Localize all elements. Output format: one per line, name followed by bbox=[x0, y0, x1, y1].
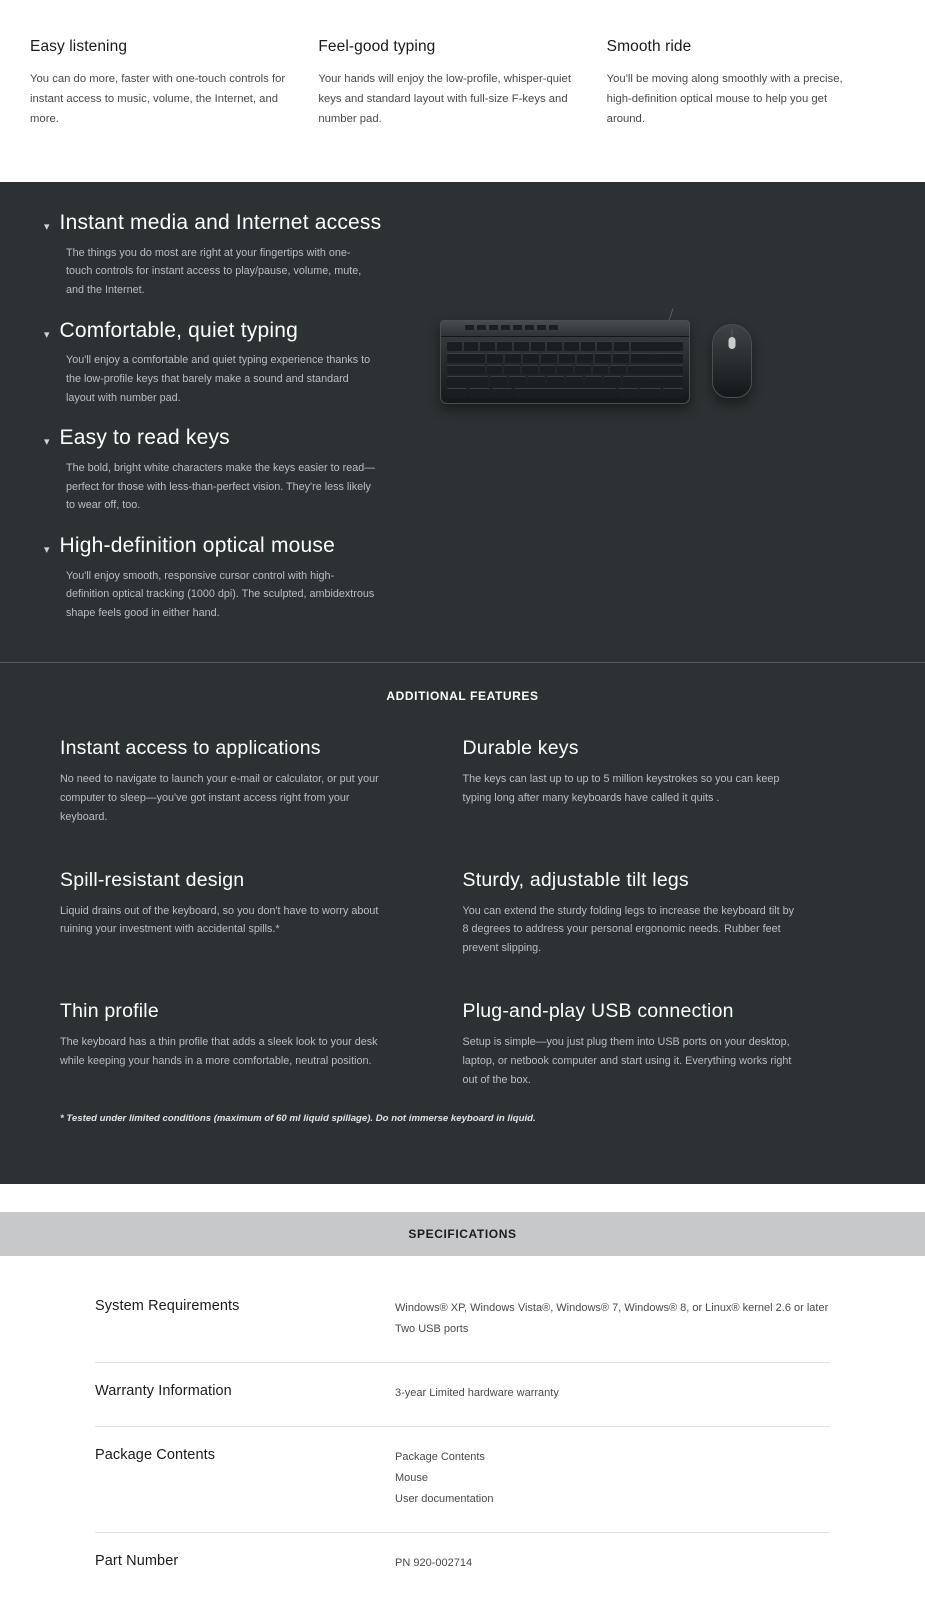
additional-feature-cell bbox=[60, 1000, 463, 1089]
feature-title: High-definition optical mouse bbox=[59, 533, 335, 557]
feature-title: Comfortable, quiet typing bbox=[59, 318, 298, 342]
feature-body: You'll enjoy smooth, responsive cursor control with high-definition optical tracking (1000 dpi). The sculpted, ambidextrous shape feels good in either hand. bbox=[66, 569, 375, 619]
spec-label: Package Contents bbox=[95, 1446, 216, 1463]
spec-label: Warranty Information bbox=[95, 1383, 232, 1400]
spec-value bbox=[395, 1383, 830, 1404]
spec-value bbox=[395, 1447, 830, 1510]
spec-row bbox=[95, 1363, 830, 1427]
chevron-down-icon[interactable]: ▾ bbox=[44, 436, 50, 449]
feature-item[interactable] bbox=[44, 318, 430, 408]
chevron-down-icon[interactable]: ▾ bbox=[44, 328, 50, 341]
spec-value-line: 3-year Limited hardware warranty bbox=[395, 1387, 559, 1400]
spec-value-line: Package Contents bbox=[395, 1450, 485, 1463]
additional-feature-title: Durable keys bbox=[462, 737, 579, 760]
additional-feature-title: Spill-resistant design bbox=[60, 868, 245, 891]
additional-feature-title: Sturdy, adjustable tilt legs bbox=[462, 868, 689, 891]
feature-item[interactable] bbox=[44, 533, 430, 623]
highlight-column bbox=[30, 38, 318, 182]
additional-features-section bbox=[0, 662, 925, 1184]
additional-feature-title: Plug-and-play USB connection bbox=[462, 999, 734, 1022]
spec-row bbox=[95, 1533, 830, 1596]
keyboard-hotkeys bbox=[465, 325, 558, 330]
additional-feature-body: Setup is simple—you just plug them into USB ports on your desktop, laptop, or netbook computer and start using it. Everything works right out of the box. bbox=[462, 1035, 792, 1086]
additional-feature-body: Liquid drains out of the keyboard, so you don't have to worry about ruining your investment with accidental spills.* bbox=[60, 904, 379, 936]
section-spacer bbox=[0, 1184, 925, 1212]
chevron-down-icon[interactable]: ▾ bbox=[44, 221, 50, 233]
brand-logo-icon bbox=[670, 324, 682, 332]
footnote: * Tested under limited conditions (maximum of 60 ml liquid spillage). Do not immerse keyboard in liquid. bbox=[60, 1113, 536, 1125]
additional-feature-cell bbox=[463, 869, 866, 958]
keyboard-numpad bbox=[639, 341, 683, 398]
additional-feature-title: Instant access to applications bbox=[60, 737, 321, 760]
specifications-heading: SPECIFICATIONS bbox=[0, 1212, 925, 1256]
feature-body: You'll enjoy a comfortable and quiet typing experience thanks to the low-profile keys that barely make a sound and standard layout with number pad. bbox=[66, 354, 371, 404]
spec-value bbox=[395, 1298, 830, 1340]
feature-body: The bold, bright white characters make the keys easier to read—perfect for those with less-than-perfect vision. They're less likely to wear off, too. bbox=[66, 462, 376, 512]
feature-item[interactable] bbox=[44, 425, 430, 515]
additional-feature-body: No need to navigate to launch your e-mail or calculator, or put your computer to sleep—you've got instant access right from your keyboard. bbox=[60, 773, 379, 823]
highlight-column bbox=[607, 38, 895, 182]
additional-feature-body: The keys can last up to up to 5 million keystrokes so you can keep typing long after many keyboards have called it quits . bbox=[462, 773, 780, 805]
additional-feature-body: The keyboard has a thin profile that adds a sleek look to your desk while keeping your hands in a more comfortable, neutral position. bbox=[60, 1035, 378, 1067]
product-image bbox=[430, 210, 925, 640]
highlight-title: Feel-good typing bbox=[318, 38, 436, 55]
highlight-body: Your hands will enjoy the low-profile, whisper-quiet keys and standard layout with full-size F-keys and number pad. bbox=[318, 73, 571, 125]
additional-feature-cell bbox=[60, 869, 463, 958]
chevron-down-icon[interactable]: ▾ bbox=[44, 543, 50, 556]
highlight-title: Easy listening bbox=[30, 38, 128, 55]
spec-row bbox=[95, 1278, 830, 1363]
keyboard-illustration bbox=[440, 320, 690, 404]
spec-label: Part Number bbox=[95, 1552, 179, 1569]
specifications-section bbox=[0, 1212, 925, 1605]
spec-value-line: PN 920-002714 bbox=[395, 1556, 473, 1569]
additional-feature-cell bbox=[60, 737, 463, 826]
additional-feature-body: You can extend the sturdy folding legs to increase the keyboard tilt by 8 degrees to address your personal ergonomic needs. Rubber feet prevent slipping. bbox=[462, 904, 795, 955]
spec-value bbox=[395, 1553, 830, 1574]
highlight-column bbox=[318, 38, 606, 182]
highlight-title: Smooth ride bbox=[606, 38, 692, 55]
additional-feature-title: Thin profile bbox=[60, 999, 159, 1022]
spec-value-line: Two USB ports bbox=[395, 1323, 469, 1336]
feature-list-panel bbox=[0, 182, 925, 662]
additional-features-heading: ADDITIONAL FEATURES bbox=[386, 689, 539, 704]
spec-label: System Requirements bbox=[95, 1298, 240, 1315]
mouse-illustration bbox=[712, 324, 752, 398]
spec-value-line: Windows® XP, Windows Vista®, Windows® 7, Windows® 8, or Linux® kernel 2.6 or later bbox=[395, 1302, 829, 1315]
spec-value-line: User documentation bbox=[395, 1492, 494, 1505]
feature-title: Instant media and Internet access bbox=[59, 211, 382, 234]
spec-row bbox=[95, 1427, 830, 1533]
feature-body: The things you do most are right at your fingertips with one-touch controls for instant access to play/pause, volume, mute, and the Internet. bbox=[66, 246, 362, 296]
highlight-body: You'll be moving along smoothly with a precise, high-definition optical mouse to help you get around. bbox=[606, 73, 843, 125]
feature-item[interactable] bbox=[44, 210, 430, 300]
top-highlights-band bbox=[0, 0, 925, 182]
additional-feature-cell bbox=[463, 737, 866, 826]
feature-accordion bbox=[0, 210, 430, 640]
feature-title: Easy to read keys bbox=[59, 426, 230, 450]
spec-value-line: Mouse bbox=[395, 1471, 429, 1484]
additional-feature-cell bbox=[463, 1000, 866, 1089]
highlight-body: You can do more, faster with one-touch controls for instant access to music, volume, the Internet, and more. bbox=[30, 73, 286, 125]
